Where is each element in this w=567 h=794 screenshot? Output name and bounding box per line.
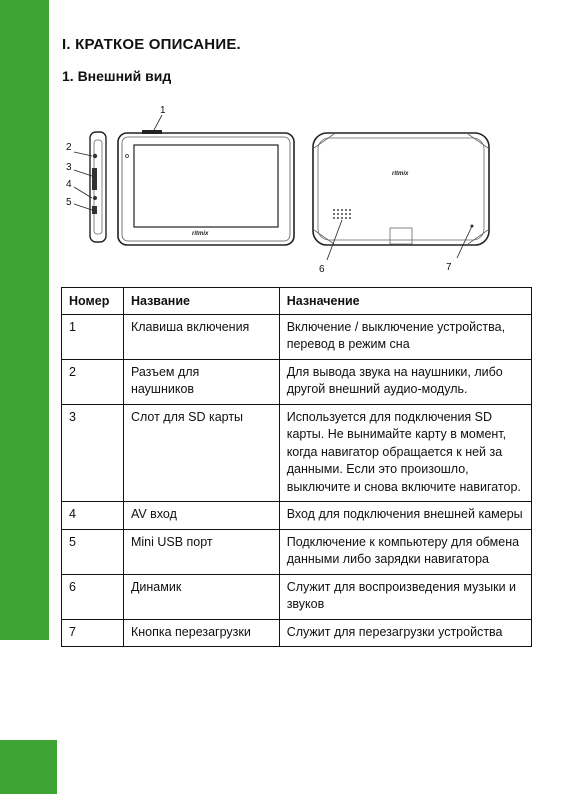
row-purpose: Служит для воспроизведения музыки и звуков [279,574,531,619]
device-front-view [118,115,294,245]
callout-6: 6 [319,264,325,275]
row-number: 4 [62,502,124,530]
header-name: Название [123,288,279,315]
header-number: Номер [62,288,124,315]
green-side-bar [0,0,49,640]
table-row [62,359,532,404]
device-illustration [62,100,532,280]
green-corner-block [0,740,57,794]
table-row [62,314,532,359]
row-number: 6 [62,574,124,619]
row-name: Кнопка перезагрузки [123,619,279,647]
av-port-icon [93,196,97,200]
brand-logo-back: ritmix [392,171,409,177]
row-number: 7 [62,619,124,647]
callout-5: 5 [66,197,72,208]
screen [134,145,278,227]
power-button-icon [142,130,162,134]
row-number: 2 [62,359,124,404]
header-purpose: Назначение [279,288,531,315]
table-row [62,574,532,619]
callout-4: 4 [66,179,72,190]
section-title: I. КРАТКОЕ ОПИСАНИЕ. [62,36,241,53]
row-purpose: Подключение к компьютеру для обмена данными либо зарядки навигатора [279,529,531,574]
callout-3: 3 [66,162,72,173]
headphone-jack-icon [93,154,97,158]
row-purpose: Служит для перезагрузки устройства [279,619,531,647]
row-purpose: Включение / выключение устройства, перевод в режим сна [279,314,531,359]
table-row [62,404,532,502]
row-name: Mini USB порт [123,529,279,574]
specs-table [61,287,532,647]
callout-7: 7 [446,262,452,273]
row-number: 1 [62,314,124,359]
row-name: Слот для SD карты [123,404,279,502]
brand-logo-front: ritmix [192,231,209,237]
row-name: AV вход [123,502,279,530]
subsection-title: 1. Внешний вид [62,68,172,84]
row-number: 3 [62,404,124,502]
callout-2: 2 [66,142,72,153]
row-purpose: Для вывода звука на наушники, либо другой внешний аудио-модуль. [279,359,531,404]
row-purpose: Вход для подключения внешней камеры [279,502,531,530]
row-name: Динамик [123,574,279,619]
device-back-view [313,133,489,260]
table-row [62,502,532,530]
table-row [62,529,532,574]
device-side-view [74,132,106,242]
table-row [62,619,532,647]
row-name: Разъем для наушников [123,359,279,404]
table-header-row [62,288,532,315]
callout-1: 1 [160,105,166,116]
sd-slot-icon [92,168,97,190]
row-purpose: Используется для подключения SD карты. Не вынимайте карту в момент, когда навигатор обращается к ней за данными. Если это произошло, выключите и снова включите навигатор. [279,404,531,502]
row-number: 5 [62,529,124,574]
usb-port-icon [92,206,97,214]
row-name: Клавиша включения [123,314,279,359]
